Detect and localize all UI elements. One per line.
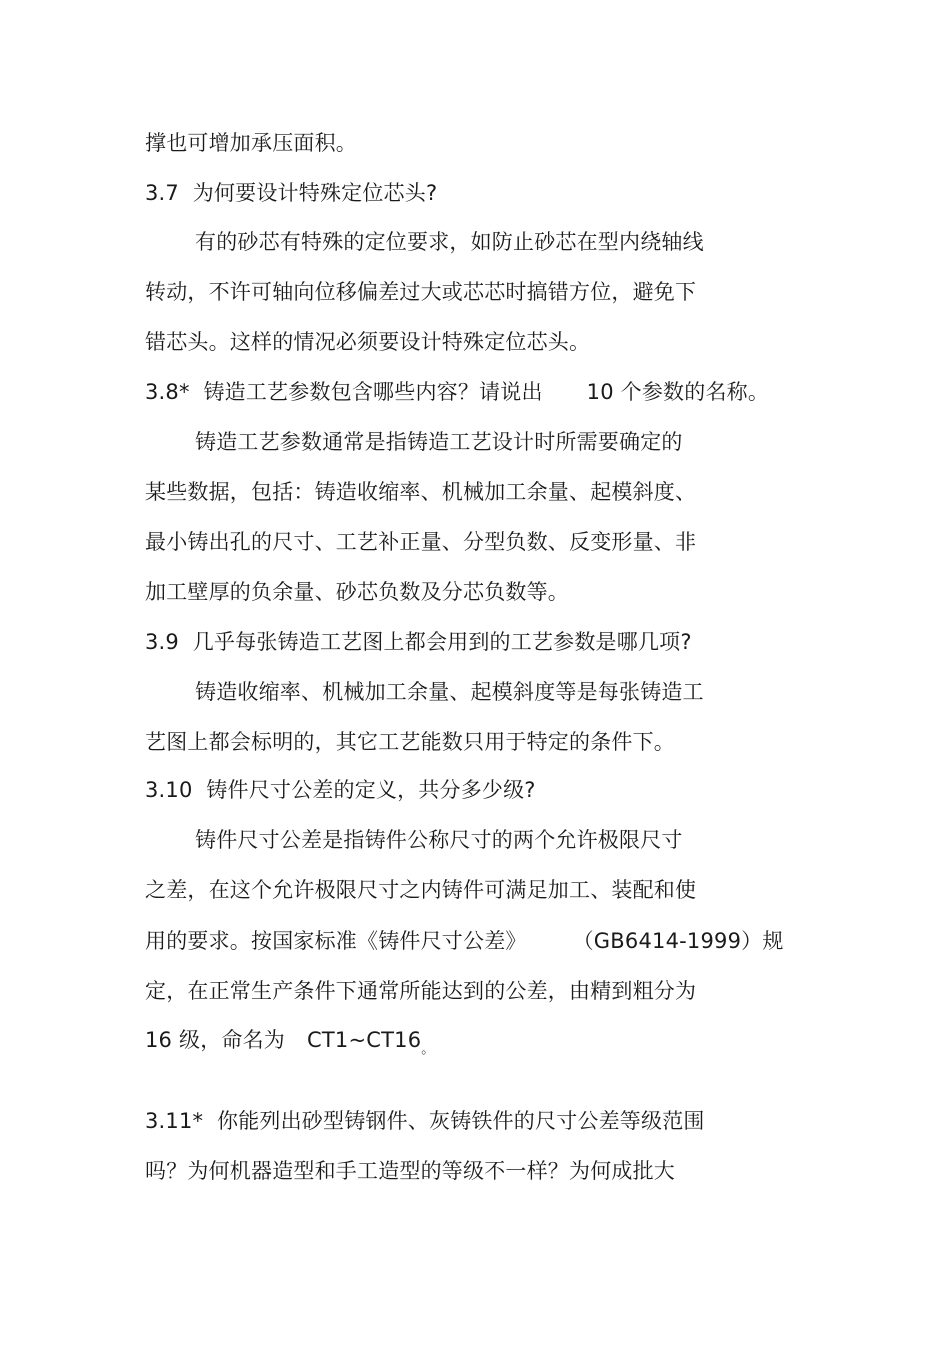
text-line bbox=[145, 927, 784, 955]
period-mark: 。 bbox=[421, 1042, 435, 1057]
text-segment: 用的要求。按国家标准《铸件尺寸公差》 bbox=[145, 929, 527, 953]
standard-code: （GB6414-1999）规 bbox=[572, 929, 784, 953]
text-line: 铸件尺寸公差是指铸件公称尺寸的两个允许极限尺寸 bbox=[195, 828, 683, 852]
text-line: 有的砂芯有特殊的定位要求，如防止砂芯在型内绕轴线 bbox=[195, 230, 704, 254]
section-heading-3-7: 3.7 为何要设计特殊定位芯头? bbox=[145, 181, 438, 205]
text-line: 最小铸出孔的尺寸、工艺补正量、分型负数、反变形量、非 bbox=[145, 530, 697, 554]
text-line: 定，在正常生产条件下通常所能达到的公差，由精到粗分为 bbox=[145, 979, 697, 1003]
text-line: 铸造收缩率、机械加工余量、起模斜度等是每张铸造工 bbox=[195, 680, 704, 704]
text-line bbox=[145, 1026, 434, 1058]
text-line: 某些数据，包括：铸造收缩率、机械加工余量、起模斜度、 bbox=[145, 480, 697, 504]
text-line: 错芯头。这样的情况必须要设计特殊定位芯头。 bbox=[145, 330, 591, 354]
text-line: 艺图上都会标明的，其它工艺能数只用于特定的条件下。 bbox=[145, 730, 675, 754]
text-line: 撑也可增加承压面积。 bbox=[145, 131, 357, 155]
text-line: 转动，不许可轴向位移偏差过大或芯芯时搞错方位，避免下 bbox=[145, 280, 697, 304]
text-line: 吗？为何机器造型和手工造型的等级不一样？为何成批大 bbox=[145, 1159, 675, 1183]
grade-range: CT1~CT16 bbox=[307, 1028, 422, 1052]
text-line: 加工壁厚的负余量、砂芯负数及分芯负数等。 bbox=[145, 580, 569, 604]
text-line: 铸造工艺参数通常是指铸造工艺设计时所需要确定的 bbox=[195, 430, 683, 454]
heading-text: 3.8* 铸造工艺参数包含哪些内容？请说出 bbox=[145, 380, 543, 404]
section-heading-3-10: 3.10 铸件尺寸公差的定义，共分多少级? bbox=[145, 778, 536, 802]
heading-text-tail: 10 个参数的名称。 bbox=[586, 380, 770, 404]
section-heading-3-8 bbox=[145, 378, 769, 406]
section-heading-3-9: 3.9 几乎每张铸造工艺图上都会用到的工艺参数是哪几项? bbox=[145, 630, 692, 654]
text-segment: 16 级，命名为 bbox=[145, 1028, 285, 1052]
text-line: 之差，在这个允许极限尺寸之内铸件可满足加工、装配和使 bbox=[145, 878, 697, 902]
section-heading-3-11: 3.11* 你能列出砂型铸钢件、灰铸铁件的尺寸公差等级范围 bbox=[145, 1109, 705, 1133]
